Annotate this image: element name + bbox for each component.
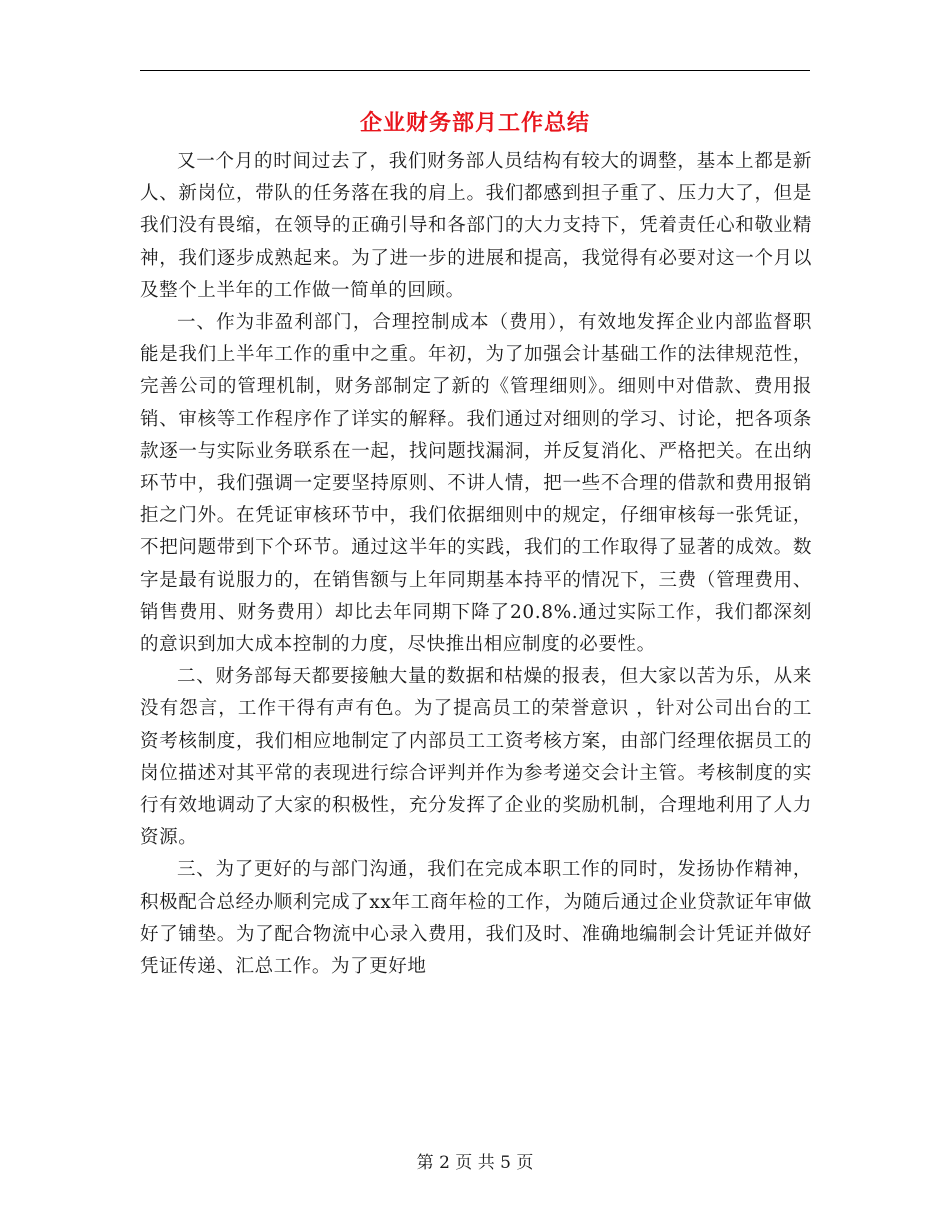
- header-rule: [140, 70, 810, 71]
- paragraph-section-3: 三、为了更好的与部门沟通，我们在完成本职工作的同时，发扬协作精神，积极配合总经办顺利完成了xx年工商年检的工作，为随后通过企业贷款证年审做好了铺垫。为了配合物流中心录入费用，我们及时、准确地编制会计凭证并做好凭证传递、汇总工作。为了更好地: [140, 859, 812, 978]
- page-footer: [0, 1150, 950, 1176]
- page-number: 第 2 页 共 5 页: [416, 1153, 534, 1173]
- document-body: [140, 146, 812, 983]
- paragraph-section-1: 一、作为非盈利部门，合理控制成本（费用），有效地发挥企业内部监督职能是我们上半年工作的重中之重。年初，为了加强会计基础工作的法律规范性，完善公司的管理机制，财务部制定了新的《管理细则》。细则中对借款、费用报销、审核等工作程序作了详实的解释。我们通过对细则的学习、讨论，把各项条款逐一与实际业务联系在一起，找问题找漏洞，并反复消化、严格把关。在出纳环节中，我们强调一定要坚持原则、不讲人情，把一些不合理的借款和费用报销拒之门外。在凭证审核环节中，我们依据细则中的规定，仔细审核每一张凭证，不把问题带到下个环节。通过这半年的实践，我们的工作取得了显著的成效。数字是最有说服力的，在销售额与上年同期基本持平的情况下，三费（管理费用、销售费用、财务费用）却比去年同期下降了20.8%.通过实际工作，我们都深刻的意识到加大成本控制的力度，尽快推出相应制度的必要性。: [140, 312, 812, 656]
- document-title: 企业财务部月工作总结: [359, 110, 590, 136]
- paragraph-intro: 又一个月的时间过去了，我们财务部人员结构有较大的调整，基本上都是新人、新岗位，带队的任务落在我的肩上。我们都感到担子重了、压力大了，但是我们没有畏缩，在领导的正确引导和各部门的大力支持下，凭着责任心和敬业精神，我们逐步成熟起来。为了进一步的进展和提高，我觉得有必要对这一个月以及整个上半年的工作做一简单的回顾。: [140, 151, 812, 301]
- paragraph-section-2: 二、财务部每天都要接触大量的数据和枯燥的报表，但大家以苦为乐，从来没有怨言，工作干得有声有色。为了提高员工的荣誉意识 ，针对公司出台的工资考核制度，我们相应地制定了内部员工工资考核方案，由部门经理依据员工的岗位描述对其平常的表现进行综合评判并作为参考递交会计主管。考核制度的实行有效地调动了大家的积极性，充分发挥了企业的奖励机制，合理地利用了人力资源。: [140, 666, 812, 849]
